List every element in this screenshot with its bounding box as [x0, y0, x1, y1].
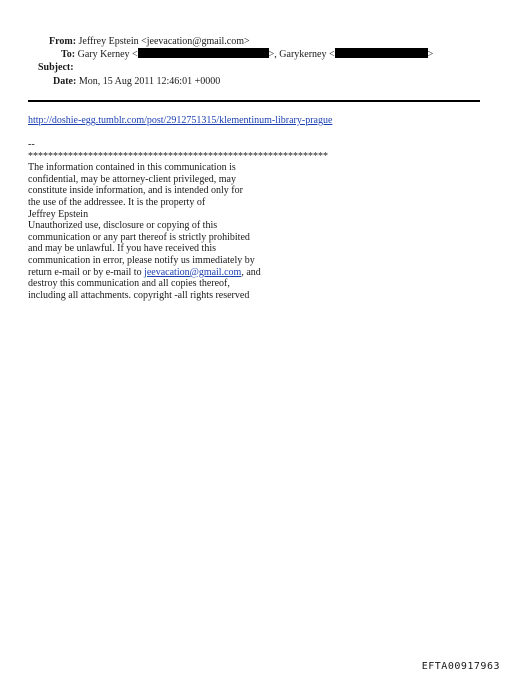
- signature-line: destroy this communication and all copies thereof,: [28, 278, 230, 290]
- signature-line: confidential, may be attorney-client privileged, may: [28, 173, 236, 185]
- to-value-2: >, Garykerney <: [268, 49, 335, 60]
- from-row: [49, 35, 250, 48]
- header-divider: [28, 100, 480, 102]
- signature-text: , and: [241, 266, 261, 278]
- date-label: Date:: [53, 76, 77, 87]
- signature-line: the use of the addressee. It is the property of: [28, 196, 206, 208]
- signature-line: [28, 267, 368, 279]
- signature-text: return e-mail or by e-mail to: [28, 266, 145, 278]
- subject-row: [38, 61, 74, 74]
- signature-line: Jeffrey Epstein: [28, 208, 89, 220]
- subject-label: Subject:: [38, 62, 74, 73]
- signature-line: constitute inside information, and is intended only for: [28, 185, 243, 197]
- signature-dashes: --: [28, 139, 35, 150]
- email-signature: [28, 139, 368, 301]
- signature-line: and may be unlawful. If you have received this: [28, 243, 216, 255]
- signature-line: including all attachments. copyright -all rights reserved: [28, 289, 250, 301]
- signature-line: The information contained in this communication is: [28, 162, 236, 174]
- redaction-bar: [335, 48, 428, 58]
- from-label: From:: [49, 36, 77, 47]
- to-label: To:: [61, 49, 76, 60]
- to-value-3: >: [427, 49, 434, 60]
- signature-stars: ************************************************************: [28, 150, 328, 162]
- date-row: [53, 75, 220, 88]
- redaction-bar: [138, 48, 269, 58]
- date-value: Mon, 15 Aug 2011 12:46:01 +0000: [78, 76, 221, 87]
- document-id: EFTA00917963: [421, 661, 500, 672]
- from-value: Jeffrey Epstein <jeevacation@gmail.com>: [78, 36, 250, 47]
- signature-line: Unauthorized use, disclosure or copying of this: [28, 220, 218, 232]
- to-value-1: Gary Kerney <: [77, 49, 138, 60]
- email-link[interactable]: jeevacation@gmail.com: [144, 266, 242, 278]
- signature-line: communication in error, please notify us immediately by: [28, 254, 255, 266]
- tumblr-link[interactable]: http://doshie-egg.tumblr.com/post/2912751315/klementinum-library-prague: [28, 115, 333, 126]
- signature-line: communication or any part thereof is strictly prohibited: [28, 231, 250, 243]
- to-row: [61, 48, 433, 61]
